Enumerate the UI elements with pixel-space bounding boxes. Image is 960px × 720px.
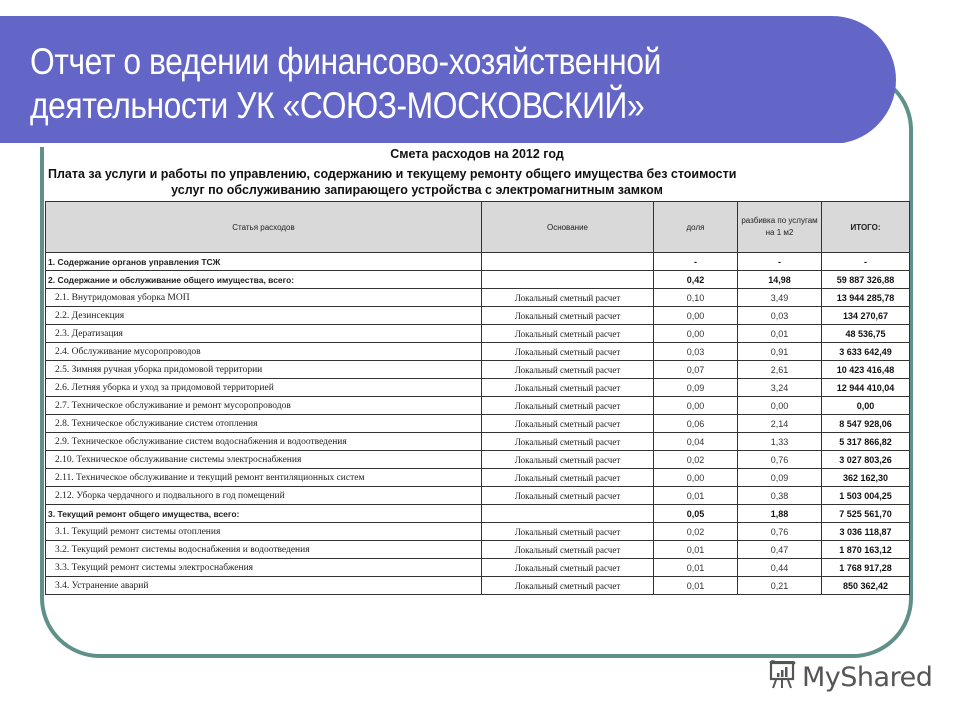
per-m2-cell: 1,88 [738,505,822,523]
share-cell: 0,00 [654,325,738,343]
basis-cell [482,271,654,289]
basis-cell: Локальный сметный расчет [482,343,654,361]
share-cell: 0,06 [654,415,738,433]
title-line-2: деятельности УК «СОЮЗ-МОСКОВСКИЙ» [30,85,645,126]
share-cell: 0,02 [654,451,738,469]
total-cell: - [822,253,910,271]
title-line-1: Отчет о ведении финансово-хозяйственной [30,41,661,82]
expense-item-cell: 2.1. Внутридомовая уборка МОП [46,289,482,307]
table-row [46,343,910,361]
watermark-text: MyShared [802,662,933,693]
per-m2-cell: 0,21 [738,577,822,595]
expense-item-cell: 2.9. Техническое обслуживание систем водоснабжения и водоотведения [46,433,482,451]
share-cell: 0,02 [654,523,738,541]
slide-title [30,40,661,128]
table-row [46,307,910,325]
title-banner [0,16,896,144]
expense-item-cell: 2.12. Уборка чердачного и подвального в год помещений [46,487,482,505]
basis-cell: Локальный сметный расчет [482,325,654,343]
total-cell: 13 944 285,78 [822,289,910,307]
per-m2-cell: 0,01 [738,325,822,343]
presentation-chart-icon [768,660,796,695]
basis-cell: Локальный сметный расчет [482,523,654,541]
share-cell: 0,01 [654,487,738,505]
expense-item-cell: 3.4. Устранение аварий [46,577,482,595]
header-basis: Основание [482,202,654,253]
table-row [46,379,910,397]
basis-cell: Локальный сметный расчет [482,307,654,325]
basis-cell: Локальный сметный расчет [482,541,654,559]
expense-table [45,201,910,595]
table-row [46,253,910,271]
table-row [46,523,910,541]
expense-item-cell: 3. Текущий ремонт общего имущества, всего: [46,505,482,523]
table-row [46,397,910,415]
basis-cell: Локальный сметный расчет [482,487,654,505]
expense-item-cell: 2.7. Техническое обслуживание и ремонт мусоропроводов [46,397,482,415]
header-share: доля [654,202,738,253]
table-row [46,451,910,469]
table-row [46,361,910,379]
document-subheading-1: Плата за услуги и работы по управлению, содержанию и текущему ремонту общего имущества без стоимости [48,167,737,181]
expense-item-cell: 2.3. Дератизация [46,325,482,343]
expense-item-cell: 2.11. Техническое обслуживание и текущий ремонт вентиляционных систем [46,469,482,487]
share-cell: 0,03 [654,343,738,361]
header-expense-item: Статья расходов [46,202,482,253]
basis-cell: Локальный сметный расчет [482,577,654,595]
document-heading: Смета расходов на 2012 год [390,147,564,161]
total-cell: 48 536,75 [822,325,910,343]
table-body [46,253,910,595]
watermark [768,660,932,695]
share-cell: 0,01 [654,577,738,595]
total-cell: 59 887 326,88 [822,271,910,289]
share-cell: 0,00 [654,469,738,487]
expense-item-cell: 2.6. Летняя уборка и уход за придомовой территорией [46,379,482,397]
share-cell: 0,42 [654,271,738,289]
total-cell: 5 317 866,82 [822,433,910,451]
total-cell: 362 162,30 [822,469,910,487]
total-cell: 12 944 410,04 [822,379,910,397]
per-m2-cell: 0,47 [738,541,822,559]
share-cell: 0,10 [654,289,738,307]
per-m2-cell: 2,14 [738,415,822,433]
expense-item-cell: 2.2. Дезинсекция [46,307,482,325]
total-cell: 3 633 642,49 [822,343,910,361]
per-m2-cell: 14,98 [738,271,822,289]
total-cell: 134 270,67 [822,307,910,325]
header-total: ИТОГО: [822,202,910,253]
share-cell: 0,05 [654,505,738,523]
per-m2-cell: 0,76 [738,451,822,469]
per-m2-cell: 3,24 [738,379,822,397]
table-row [46,325,910,343]
share-cell: 0,00 [654,397,738,415]
expense-item-cell: 2.10. Техническое обслуживание системы электроснабжения [46,451,482,469]
share-cell: 0,00 [654,307,738,325]
total-cell: 1 503 004,25 [822,487,910,505]
expense-item-cell: 3.2. Текущий ремонт системы водоснабжения и водоотведения [46,541,482,559]
document-subheading-2: услуг по обслуживанию запирающего устройства с электромагнитным замком [171,183,663,197]
per-m2-cell: 0,91 [738,343,822,361]
total-cell: 1 870 163,12 [822,541,910,559]
total-cell: 0,00 [822,397,910,415]
table-row [46,577,910,595]
basis-cell: Локальный сметный расчет [482,451,654,469]
per-m2-cell: 1,33 [738,433,822,451]
per-m2-cell: 0,76 [738,523,822,541]
share-cell: 0,01 [654,559,738,577]
total-cell: 3 027 803,26 [822,451,910,469]
table-row [46,469,910,487]
table-row [46,559,910,577]
share-cell: - [654,253,738,271]
table-row [46,505,910,523]
basis-cell [482,505,654,523]
per-m2-cell: 0,00 [738,397,822,415]
share-cell: 0,01 [654,541,738,559]
table-row [46,271,910,289]
expense-item-cell: 3.3. Текущий ремонт системы электроснабжения [46,559,482,577]
per-m2-cell: 0,09 [738,469,822,487]
per-m2-cell: 2,61 [738,361,822,379]
basis-cell [482,253,654,271]
basis-cell: Локальный сметный расчет [482,415,654,433]
basis-cell: Локальный сметный расчет [482,397,654,415]
table-row [46,541,910,559]
per-m2-cell: 0,03 [738,307,822,325]
expense-item-cell: 2.4. Обслуживание мусоропроводов [46,343,482,361]
basis-cell: Локальный сметный расчет [482,559,654,577]
table-row [46,433,910,451]
share-cell: 0,04 [654,433,738,451]
share-cell: 0,07 [654,361,738,379]
expense-item-cell: 2. Содержание и обслуживание общего имущества, всего: [46,271,482,289]
basis-cell: Локальный сметный расчет [482,289,654,307]
basis-cell: Локальный сметный расчет [482,433,654,451]
total-cell: 8 547 928,06 [822,415,910,433]
expense-item-cell: 3.1. Текущий ремонт системы отопления [46,523,482,541]
per-m2-cell: - [738,253,822,271]
expense-item-cell: 2.8. Техническое обслуживание систем отопления [46,415,482,433]
total-cell: 1 768 917,28 [822,559,910,577]
document-content [44,146,910,595]
header-per-m2: разбивка по услугам на 1 м2 [738,202,822,253]
table-header-row [46,202,910,253]
share-cell: 0,09 [654,379,738,397]
per-m2-cell: 0,44 [738,559,822,577]
basis-cell: Локальный сметный расчет [482,379,654,397]
basis-cell: Локальный сметный расчет [482,361,654,379]
total-cell: 10 423 416,48 [822,361,910,379]
expense-item-cell: 2.5. Зимняя ручная уборка придомовой территории [46,361,482,379]
table-row [46,289,910,307]
per-m2-cell: 0,38 [738,487,822,505]
per-m2-cell: 3,49 [738,289,822,307]
expense-item-cell: 1. Содержание органов управления ТСЖ [46,253,482,271]
basis-cell: Локальный сметный расчет [482,469,654,487]
table-row [46,415,910,433]
total-cell: 3 036 118,87 [822,523,910,541]
table-row [46,487,910,505]
total-cell: 7 525 561,70 [822,505,910,523]
total-cell: 850 362,42 [822,577,910,595]
